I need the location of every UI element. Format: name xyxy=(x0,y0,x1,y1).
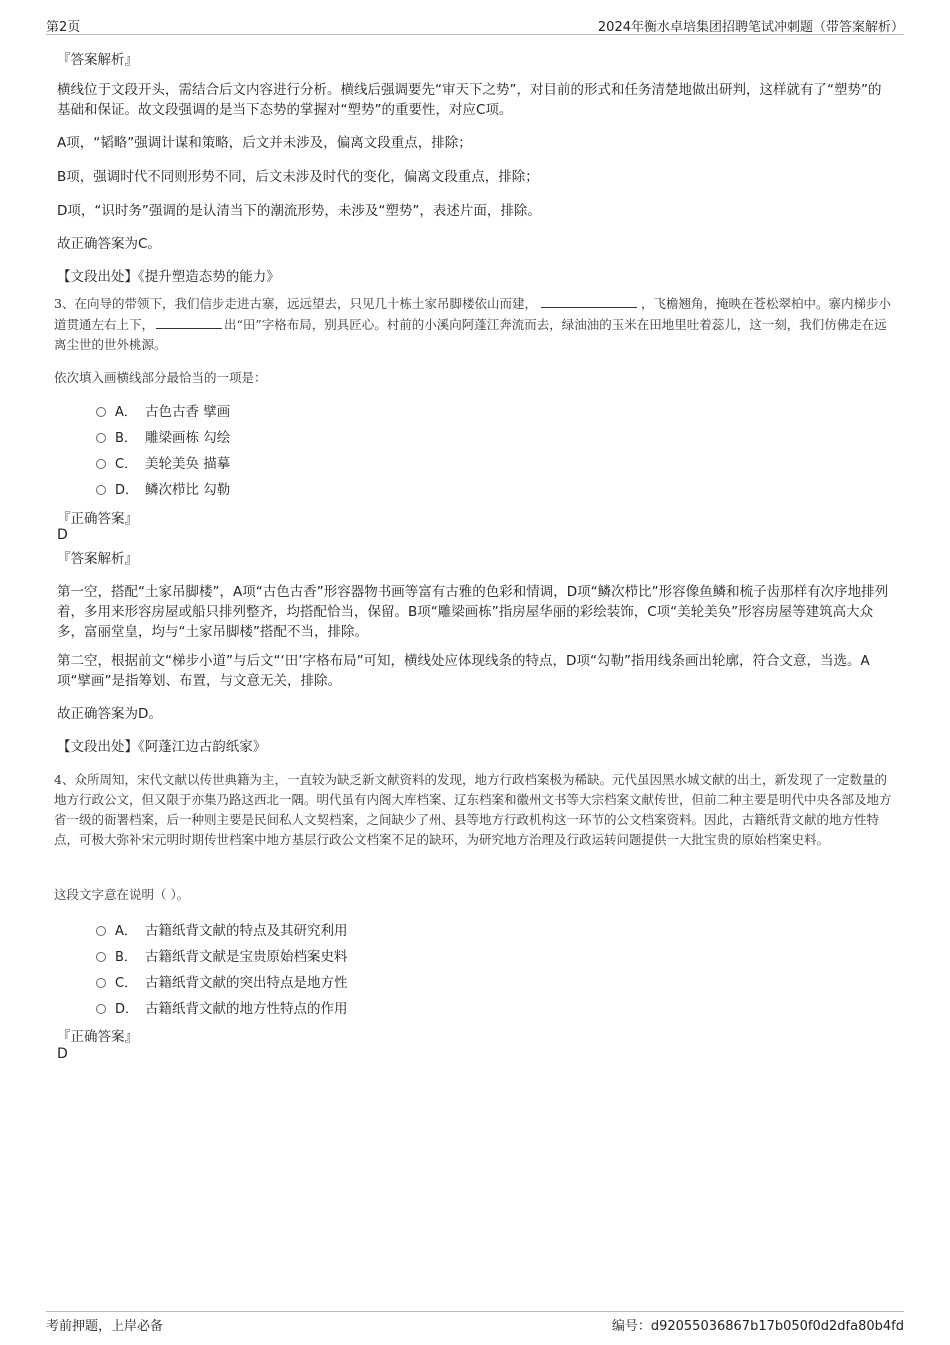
option-text: 古籍纸背文献的特点及其研究利用 xyxy=(145,923,348,939)
option-text: 古籍纸背文献的地方性特点的作用 xyxy=(145,1001,348,1017)
radio-icon[interactable] xyxy=(96,459,106,469)
radio-icon[interactable] xyxy=(96,407,106,417)
radio-icon[interactable] xyxy=(96,978,106,988)
document-id: 编号：d92055036867b17b050f0d2dfa80b4fd xyxy=(611,1319,904,1334)
option-letter: B． xyxy=(115,431,137,446)
q4-option-b[interactable] xyxy=(96,947,348,967)
option-text: 古籍纸背文献是宝贵原始档案史料 xyxy=(145,949,348,965)
q3-blank-2 xyxy=(156,314,222,329)
q3-prompt: 依次填入画横线部分最恰当的一项是： xyxy=(54,370,267,385)
q3-analysis-paragraph-2: 第二空，根据前文“梯步小道”与后文“‘田’字格布局”可知，横线处应体现线条的特点，D项“勾勒”指用线条画出轮廓，符合文意，当选。A项“擘画”是指筹划、布置，与文意无关，排除。 xyxy=(57,653,870,689)
radio-icon[interactable] xyxy=(96,433,106,443)
page-header xyxy=(46,14,904,35)
q3-correct-label: 『正确答案』 xyxy=(57,511,138,527)
q2-analysis-option-a: A项，“韬略”强调计谋和策略，后文并未涉及，偏离文段重点，排除； xyxy=(57,135,472,151)
radio-icon[interactable] xyxy=(96,1004,106,1014)
q2-analysis-paragraph: 横线位于文段开头，需结合后文内容进行分析。横线后强调要先“审天下之势”，对目前的形式和任务清楚地做出研判，这样就有了“塑势”的基础和保证。故文段强调的是当下态势的掌握对“塑势”的重要性，对应C项。 xyxy=(57,82,882,118)
q4-correct-answer: D xyxy=(57,1046,68,1062)
option-letter: D． xyxy=(115,1002,139,1017)
q2-analysis-option-b: B项，强调时代不同则形势不同，后文未涉及时代的变化，偏离文段重点，排除； xyxy=(57,169,539,185)
q3-analysis-paragraph-1: 第一空，搭配“土家吊脚楼”，A项“古色古香”形容器物书画等富有古雅的色彩和情调，D项“鳞次栉比”形容像鱼鳞和梳子齿那样有次序地排列着，多用来形容房屋或船只排列整齐，均搭配恰当，保留。B项“雕梁画栋”指房屋华丽的彩绘装饰，C项“美轮美奂”形容房屋等建筑高大众多，富丽堂皇，均与“土家吊脚楼”搭配不当，排除。 xyxy=(57,584,889,640)
option-text: 古籍纸背文献的突出特点是地方性 xyxy=(145,975,348,991)
q3-blank-1 xyxy=(541,293,637,308)
q4-prompt: 这段文字意在说明（ ）。 xyxy=(54,887,190,902)
radio-icon[interactable] xyxy=(96,926,106,936)
q2-conclusion: 故正确答案为C。 xyxy=(57,236,161,252)
footer-slogan: 考前押题，上岸必备 xyxy=(46,1319,164,1334)
page-number: 第2页 xyxy=(46,20,81,35)
option-letter: B． xyxy=(115,950,137,965)
document-title: 2024年衡水卓培集团招聘笔试冲刺题（带答案解析） xyxy=(597,20,904,35)
radio-icon[interactable] xyxy=(96,952,106,962)
option-letter: C． xyxy=(115,976,138,991)
option-letter: A． xyxy=(115,924,137,939)
q2-analysis-label: 『答案解析』 xyxy=(57,52,138,68)
q3-analysis-label: 『答案解析』 xyxy=(57,551,138,567)
q3-stem-part-2: ，飞檐翘角，掩映在苍松翠柏中。寨内梯步小道贯通左右上下， xyxy=(54,296,891,332)
q3-option-c[interactable] xyxy=(96,454,230,474)
q3-option-a[interactable] xyxy=(96,402,230,422)
page-footer xyxy=(46,1311,904,1332)
option-text: 鳞次栉比 勾勒 xyxy=(145,482,231,498)
q4-option-d[interactable] xyxy=(96,999,348,1019)
q4-stem: 4、众所周知，宋代文献以传世典籍为主，一直较为缺乏新文献资料的发现，地方行政档案极为稀缺。元代虽因黑水城文献的出土，新发现了一定数量的地方行政公文，但又限于亦集乃路这西北一隅。明代虽有内阁大库档案、辽东档案和徽州文书等大宗档案文献传世，但前二种主要是明代中央各部及地方省一级的衙署档案，后一种则主要是民间私人文契档案，之间缺少了州、县等地方行政机构这一环节的公文档案资料。因此，古籍纸背文献的地方性特点，可极大弥补宋元明时期传世档案中地方基层行政公文档案不足的缺环，为研究地方治理及行政运转问题提供一大批宝贵的原始档案史料。 xyxy=(54,772,892,847)
q3-conclusion: 故正确答案为D。 xyxy=(57,706,162,722)
option-letter: D． xyxy=(115,483,139,498)
q4-correct-label: 『正确答案』 xyxy=(57,1029,138,1045)
q2-source: 【文段出处】《提升塑造态势的能力》 xyxy=(57,269,280,285)
q2-analysis-option-d: D项，“识时务”强调的是认清当下的潮流形势，未涉及“塑势”，表述片面，排除。 xyxy=(57,203,541,219)
option-letter: C． xyxy=(115,457,138,472)
option-text: 古色古香 擘画 xyxy=(145,404,231,420)
q3-correct-answer: D xyxy=(57,527,68,543)
radio-icon[interactable] xyxy=(96,485,106,495)
option-text: 雕梁画栋 勾绘 xyxy=(145,430,231,446)
option-text: 美轮美奂 描摹 xyxy=(145,456,231,472)
q3-stem xyxy=(54,293,894,355)
q3-stem-part-3: 出“田”字格布局，别具匠心。村前的小溪向阿蓬江奔流而去，绿油油的玉米在田地里吐着蕊儿，这一刻，我们仿佛走在远离尘世的世外桃源。 xyxy=(54,317,887,352)
q4-option-c[interactable] xyxy=(96,973,348,993)
q3-source: 【文段出处】《阿蓬江边古韵纸家》 xyxy=(57,739,267,755)
q3-option-b[interactable] xyxy=(96,428,230,448)
option-letter: A． xyxy=(115,405,137,420)
q3-stem-part-1: 3、在向导的带领下，我们信步走进古寨，远远望去，只见几十栋土家吊脚楼依山而建， xyxy=(54,296,537,311)
q4-option-a[interactable] xyxy=(96,921,348,941)
q3-option-d[interactable] xyxy=(96,480,230,500)
